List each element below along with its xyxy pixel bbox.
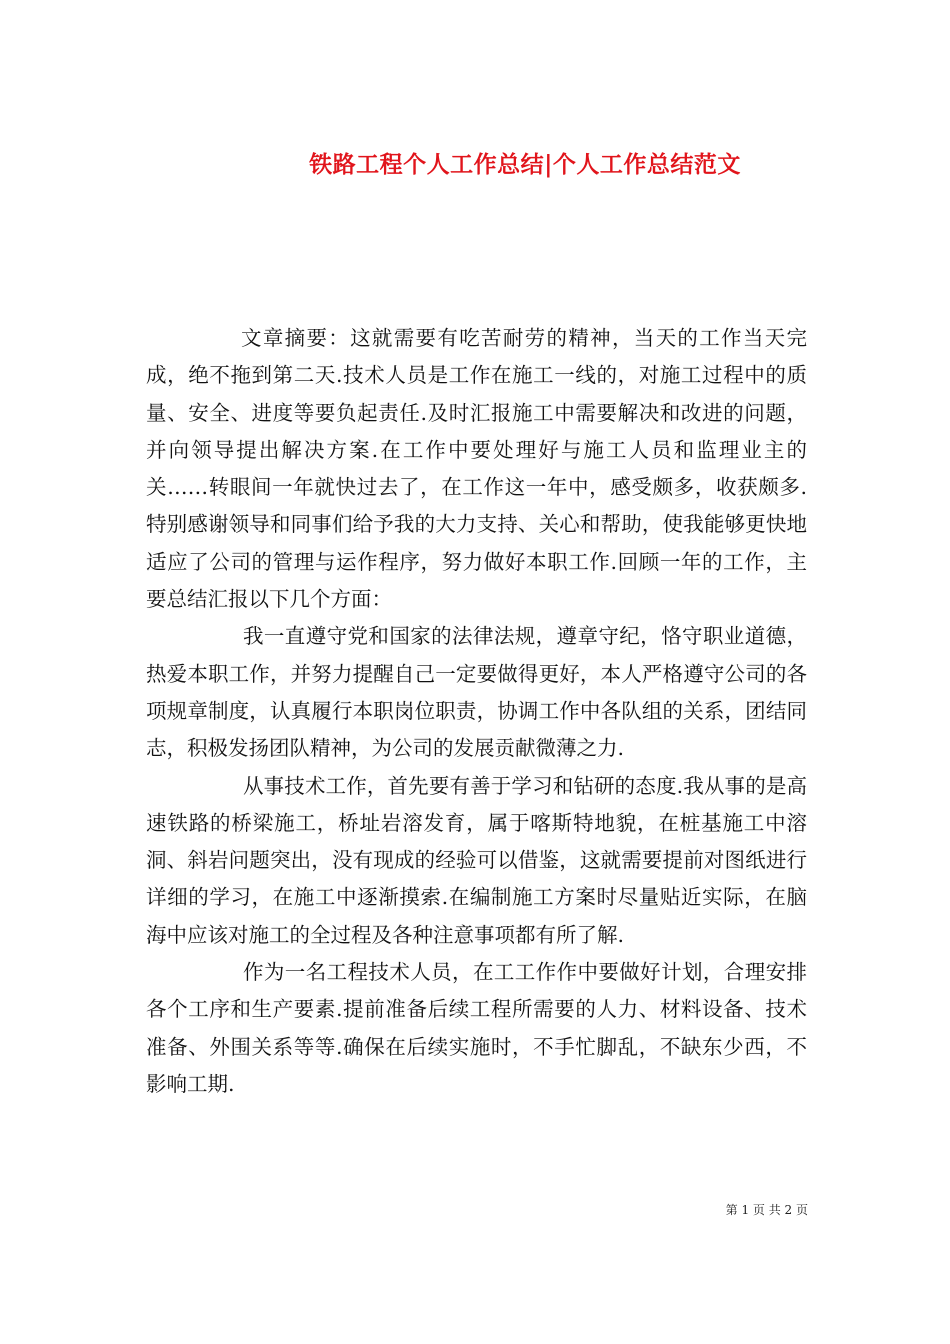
- body-paragraph: 从事技术工作，首先要有善于学习和钻研的态度.我从事的是高速铁路的桥梁施工，桥址岩溶发育，属于喀斯特地貌，在桩基施工中溶洞、斜岩问题突出，没有现成的经验可以借鉴，这就需要提前对图纸进行详细的学习，在施工中逐渐摸索.在编制施工方案时尽量贴近实际，在脑海中应该对施工的全过程及各种注意事项都有所了解.: [146, 773, 807, 947]
- page-number-footer: 第 1 页 共 2 页: [725, 1203, 808, 1217]
- body-paragraph: 我一直遵守党和国家的法律法规，遵章守纪，恪守职业道德，热爱本职工作，并努力提醒自己一定要做得更好，本人严格遵守公司的各项规章制度，认真履行本职岗位职责，协调工作中各队组的关系，团结同志，积极发扬团队精神，为公司的发展贡献微薄之力.: [146, 624, 807, 761]
- body-paragraph: 作为一名工程技术人员，在工工作作中要做好计划，合理安排各个工序和生产要素.提前准备后续工程所需要的人力、材料设备、技术准备、外围关系等等.确保在后续实施时，不手忙脚乱，不缺东少西，不影响工期.: [146, 960, 807, 1096]
- document-body: [146, 320, 807, 1103]
- document-title: 铁路工程个人工作总结|个人工作总结范文: [309, 151, 741, 179]
- abstract-paragraph: 文章摘要：这就需要有吃苦耐劳的精神，当天的工作当天完成，绝不拖到第二天.技术人员是工作在施工一线的，对施工过程中的质量、安全、进度等要负起责任.及时汇报施工中需要解决和改进的问题，并向领导提出解决方案.在工作中要处理好与施工人员和监理业主的关……转眼间一年就快过去了，在工作这一年中，感受颇多，收获颇多.特别感谢领导和同事们给予我的大力支持、关心和帮助，使我能够更快地适应了公司的管理与运作程序，努力做好本职工作.回顾一年的工作，主要总结汇报以下几个方面：: [146, 326, 807, 612]
